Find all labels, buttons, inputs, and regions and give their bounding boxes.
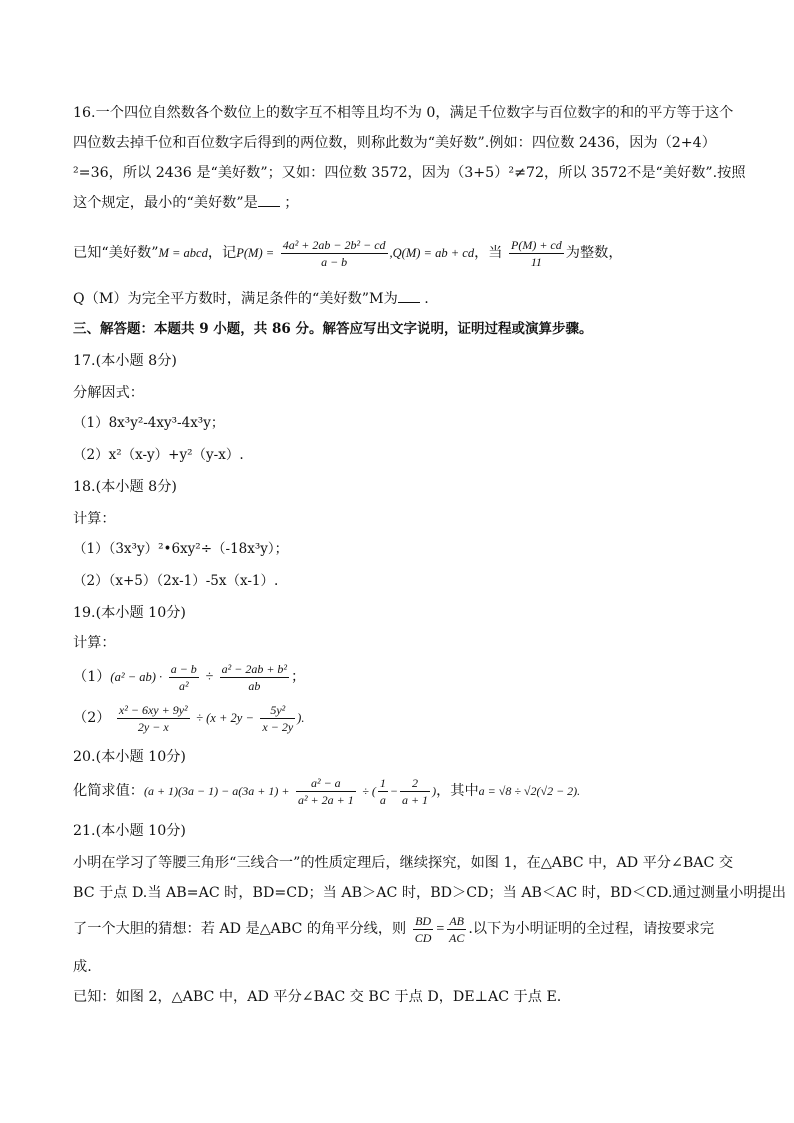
answer-blank-1[interactable] <box>258 194 280 207</box>
q19-p1-fraction-2 <box>220 661 289 694</box>
q20-f3-numerator: 2 <box>400 775 430 792</box>
q16-line-6 <box>73 289 733 309</box>
q16-line-5 <box>73 235 733 271</box>
q16-line-4-end: ； <box>284 195 299 211</box>
q20-fraction-1 <box>296 775 356 808</box>
q20-f1-numerator: a² − a <box>296 775 356 792</box>
q16-line-5-ji: ，记 <box>207 245 237 261</box>
q20-f3-denominator: a + 1 <box>401 792 429 807</box>
q21-line-2: BC 于点 D.当 AB=AC 时，BD=CD；当 AB＞AC 时，BD＞CD；当 AB＜AC 时，BD＜CD.通过测量小明提出 <box>73 885 786 901</box>
q19-p1-f2-denominator: ab <box>248 678 261 693</box>
q21-line-5: 已知：如图 2，△ABC 中，AD 平分∠BAC 交 BC 于点 D，DE⊥AC 于点 E. <box>73 989 562 1005</box>
q18-header: 18.(本小题 8分) <box>73 479 177 495</box>
q20-fraction-3 <box>400 775 430 808</box>
q16-line-5-end: 为整数， <box>565 245 623 261</box>
q21-line-3 <box>73 911 733 947</box>
q21-line-1: 小明在学习了等腰三角形“三线合一”的性质定理后，继续探究，如图 1，在△ABC 中，AD 平分∠BAC 交 <box>73 855 734 871</box>
q19-part-2 <box>73 700 733 736</box>
q16-line-3: ²=36，所以 2436 是“美好数”；又如：四位数 3572，因为（3+5）²≠72，所以 3572不是“美好数”.按照 <box>73 165 746 181</box>
q20-f2-numerator: 1 <box>379 775 386 790</box>
q19-instruction: 计算： <box>73 635 116 651</box>
q19-p1-divide: ÷ <box>205 669 214 685</box>
q18-part-1: （1）（3x³y）²•6xy²÷（-18x³y）； <box>73 541 289 557</box>
q17-header: 17.(本小题 8分) <box>73 353 177 369</box>
q20-expression <box>73 773 733 809</box>
p-plus-cd-denominator: 11 <box>530 254 542 269</box>
q16-line-6-text: Q（M）为完全平方数时，满足条件的“美好数”M为 <box>73 291 398 307</box>
q17-part-2: （2）x²（x-y）+y²（y-x）. <box>73 447 244 463</box>
q19-p1-end: ； <box>291 669 306 685</box>
q20-expr-b: ÷ ( <box>362 784 376 798</box>
q19-p2-middle: ÷ (x + 2y − <box>196 711 254 725</box>
q19-p2-fraction-2 <box>260 702 295 735</box>
q19-p1-f2-numerator: a² − 2ab + b² <box>221 661 288 676</box>
q21-ratio-2-numerator: AB <box>447 913 466 930</box>
q19-part-1 <box>73 659 733 695</box>
q19-part-2-label: （2） <box>73 710 111 726</box>
q20-f2-denominator: a <box>379 792 386 807</box>
q19-part-1-label: （1） <box>73 669 111 685</box>
q20-f1-denominator: a² + 2a + 1 <box>297 792 354 807</box>
q20-header: 20.(本小题 10分) <box>73 749 186 765</box>
q21-ratio-ab-ac <box>447 913 466 946</box>
q21-equals: = <box>435 921 445 937</box>
q21-line-3-text: 了一个大胆的猜想：若 AD 是△ABC 的角平分线，则 <box>73 921 407 937</box>
q19-p2-f1-denominator: 2y − x <box>137 719 169 734</box>
p-of-m-fraction <box>281 237 388 270</box>
q21-line-4: 成. <box>73 959 92 975</box>
q19-header: 19.(本小题 10分) <box>73 605 186 621</box>
q17-instruction: 分解因式： <box>73 385 144 401</box>
q19-p1-lead: (a² − ab) · <box>110 670 163 684</box>
q19-p2-f1-numerator: x² − 6xy + 9y² <box>118 702 188 717</box>
q20-minus: − <box>389 784 398 798</box>
p-of-m-denominator: a − b <box>321 254 348 269</box>
q19-p2-f2-denominator: x − 2y <box>262 719 294 734</box>
section-3-heading: 三、解答题：本题共 9 小题，共 86 分。解答应写出文字说明，证明过程或演算步骤。 <box>73 321 593 337</box>
q20-expr-c: ) <box>432 784 437 798</box>
answer-blank-2[interactable] <box>398 290 420 303</box>
q16-line-5-lead: 已知“美好数” <box>73 245 159 261</box>
q20-lead: 化简求值： <box>73 783 144 799</box>
q19-p1-fraction-1 <box>169 661 199 694</box>
q18-part-2: （2）（x+5）（2x-1）-5x（x-1）. <box>73 573 279 589</box>
q21-ratio-bd-cd <box>413 913 434 946</box>
q16-line-2: 四位数去掉千位和百位数字后得到的两位数，则称此数为“美好数”.例如：四位数 2436，因为（2+4） <box>73 135 716 151</box>
q19-p1-f1-numerator: a − b <box>170 661 197 676</box>
p-plus-cd-numerator: P(M) + cd <box>511 237 562 252</box>
beautiful-number-M: M = abcd <box>158 246 208 260</box>
q20-fraction-2 <box>378 775 388 808</box>
q16-line-5-dang: ，当 <box>474 245 503 261</box>
q20-condition: a = √8 ÷ √2(√2 − 2). <box>478 784 581 798</box>
q21-header: 21.(本小题 10分) <box>73 823 186 839</box>
q19-p2-f2-numerator: 5y² <box>260 702 295 719</box>
q21-line-3-end: .以下为小明证明的全过程，请按要求完 <box>468 921 715 937</box>
q20-expr-a: (a + 1)(3a − 1) − a(3a + 1) + <box>143 784 290 798</box>
q-of-m: ,Q(M) = ab + cd <box>389 246 475 260</box>
q20-condition-lead: ，其中 <box>436 783 479 799</box>
q21-ratio-1-denominator: CD <box>414 930 432 945</box>
q17-part-1: （1）8x³y²-4xy³-4x³y； <box>73 415 225 431</box>
q19-p2-end: ). <box>297 711 305 725</box>
q16-line-4-text: 这个规定，最小的“美好数”是 <box>73 195 258 211</box>
q19-p2-fraction-1 <box>117 702 190 735</box>
p-plus-cd-fraction <box>509 237 564 270</box>
p-of-m-lhs: P(M) = <box>236 246 275 260</box>
q16-line-1: 16.一个四位自然数各个数位上的数字互不相等且均不为 0，满足千位数字与百位数字的和的平方等于这个 <box>73 105 734 121</box>
q21-ratio-1-numerator: BD <box>413 913 434 930</box>
q19-p1-f1-denominator: a² <box>178 678 189 693</box>
p-of-m-numerator: 4a² + 2ab − 2b² − cd <box>282 237 386 252</box>
q16-line-4 <box>73 193 733 213</box>
q21-ratio-2-denominator: AC <box>449 930 465 945</box>
q16-line-6-end: . <box>424 291 429 307</box>
q18-instruction: 计算： <box>73 511 116 527</box>
